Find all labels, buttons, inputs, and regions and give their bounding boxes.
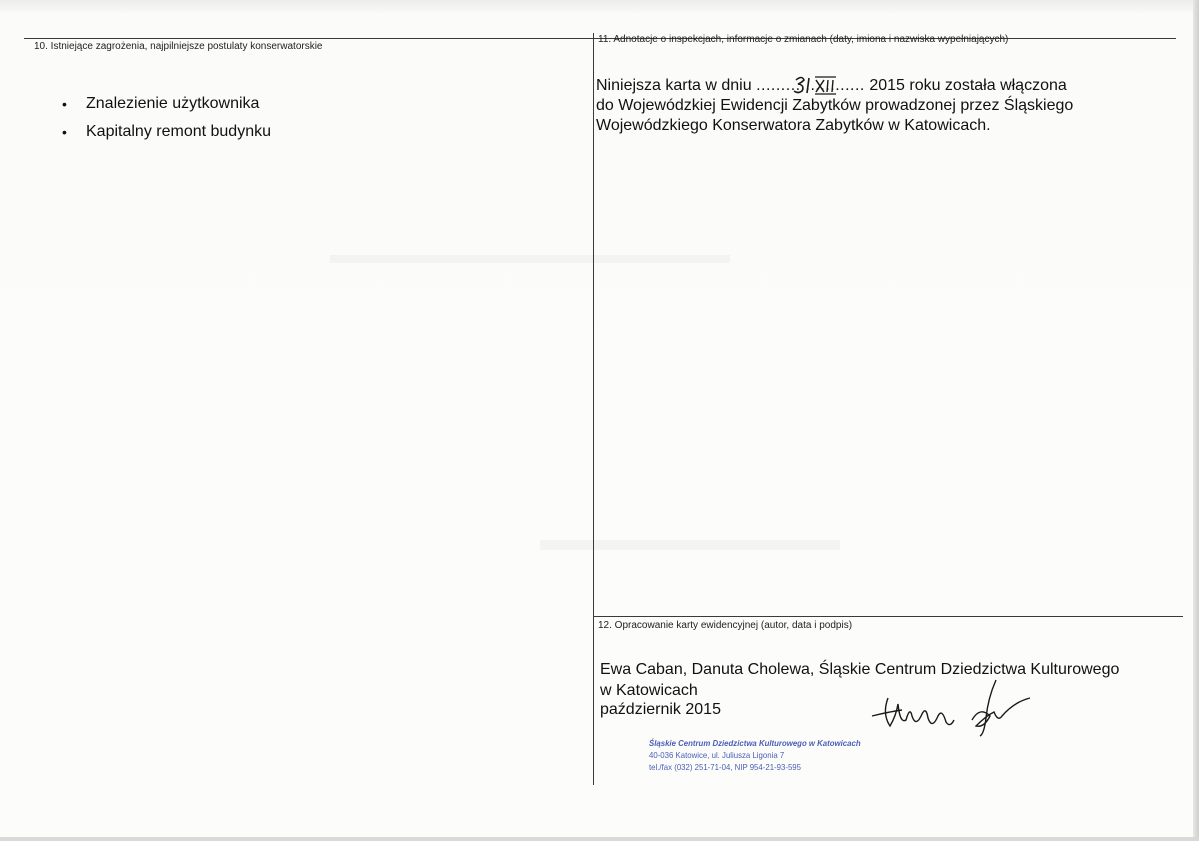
section12-line3: październik 2015 [600,701,721,718]
scan-edge-bottom [0,837,1199,841]
show-through [330,255,730,263]
section12-rule [593,616,1183,617]
institution-stamp [649,737,861,773]
bullet-icon: • [62,124,67,140]
list-item-text: Kapitalny remont budynku [86,123,271,140]
line1-suffix: 2015 roku została włączona [864,77,1067,94]
section12-line1: Ewa Caban, Danuta Cholewa, Śląskie Centrum Dziedzictwa Kulturowego [600,661,1120,678]
scan-edge [1193,0,1199,841]
stamp-line1: Śląskie Centrum Dziedzictwa Kulturowego w Katowicach [649,738,861,748]
list-item [62,118,271,146]
column-divider [593,33,594,785]
bullet-icon: • [62,96,67,112]
list-item-text: Znalezienie użytkownika [86,95,260,112]
section11-label: 11. Adnotacje o inspekcjach, informacje o zmianach (daty, imiona i nazwiska wypełniających) [598,34,1009,45]
line1-prefix: Niniejsza karta w dniu [596,77,757,94]
section12-line2: w Katowicach [600,682,698,699]
threats-list [62,90,271,146]
signature-image [868,676,1048,738]
section11-line3: Wojewódzkiego Konserwatora Zabytków w Katowicach. [596,117,991,134]
section11-line2: do Wojewódzkiej Ewidencji Zabytków prowadzonej przez Śląskiego [596,97,1074,114]
handwritten-date [792,74,842,96]
show-through [540,540,840,550]
stamp-line2: 40-036 Katowice, ul. Juliusza Ligonia 7 [649,750,785,760]
date-dots: ...................... [756,77,865,94]
stamp-line3: tel./fax (032) 251-71-04, NIP 954-21-93-595 [649,762,802,772]
section12-label: 12. Opracowanie karty ewidencyjnej (autor, data i podpis) [598,620,853,631]
section10-label: 10. Istniejące zagrożenia, najpilniejsze postulaty konserwatorskie [34,41,323,52]
list-item [62,90,271,118]
